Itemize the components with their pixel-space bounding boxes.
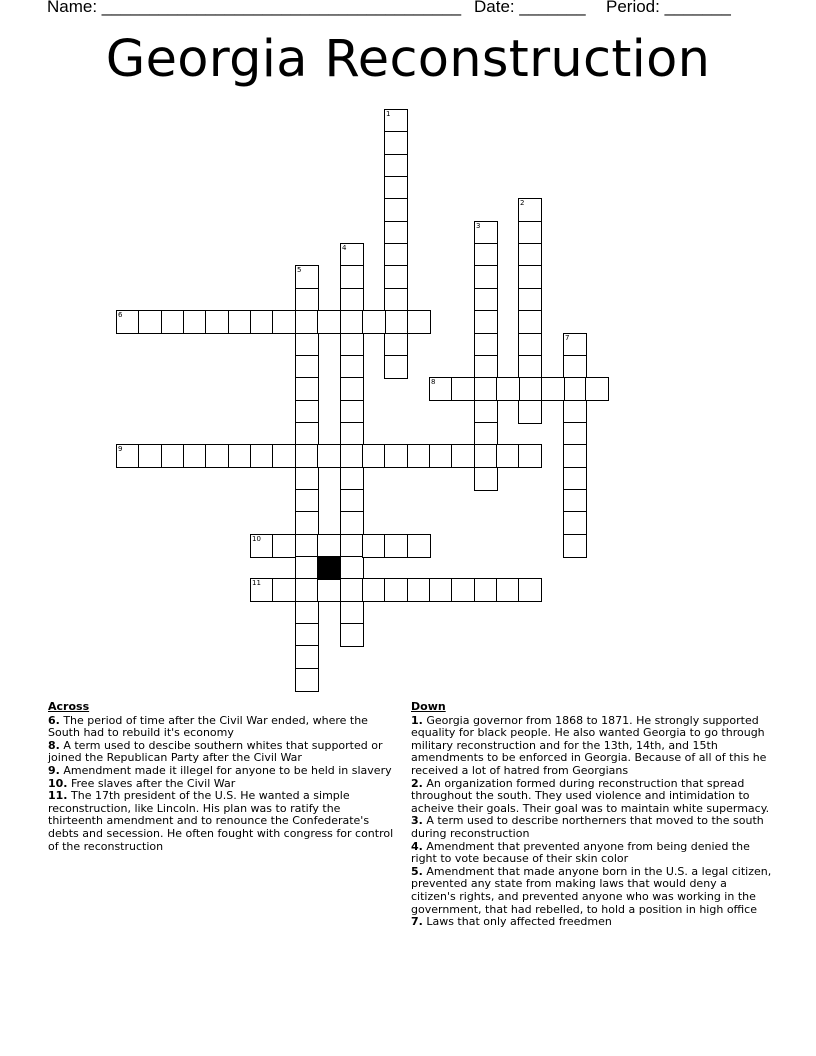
- grid-cell[interactable]: [585, 377, 609, 401]
- grid-cell[interactable]: [474, 333, 498, 357]
- grid-cell[interactable]: [474, 243, 498, 267]
- grid-cell[interactable]: [340, 265, 364, 289]
- grid-cell[interactable]: [340, 377, 364, 401]
- page-title: Georgia Reconstruction: [105, 30, 711, 89]
- grid-cell[interactable]: [384, 534, 408, 558]
- grid-cell[interactable]: [362, 444, 386, 468]
- grid-cell[interactable]: [340, 422, 364, 446]
- clue-across-6: [48, 715, 396, 740]
- across-clues: [48, 701, 396, 853]
- grid-cell[interactable]: [340, 333, 364, 357]
- grid-cell[interactable]: [272, 444, 296, 468]
- grid-cell[interactable]: [116, 444, 140, 468]
- grid-cell[interactable]: [295, 467, 319, 491]
- clue-number-label: 1: [386, 110, 391, 118]
- grid-cell[interactable]: [563, 400, 587, 424]
- grid-cell[interactable]: [384, 221, 408, 245]
- grid-cell[interactable]: [250, 578, 274, 602]
- grid-cell[interactable]: [384, 198, 408, 222]
- grid-cell[interactable]: [407, 534, 431, 558]
- clue-text: Laws that only affected freedmen: [422, 915, 612, 929]
- down-heading: Down: [411, 700, 446, 713]
- grid-cell[interactable]: [272, 578, 296, 602]
- grid-cell[interactable]: [451, 377, 475, 401]
- clue-down-1: [411, 715, 773, 778]
- grid-cell[interactable]: [474, 377, 498, 401]
- grid-cell[interactable]: [496, 444, 520, 468]
- grid-cell[interactable]: [340, 578, 364, 602]
- clue-down-7: [411, 916, 773, 929]
- clue-number: 2.: [411, 776, 423, 790]
- grid-cell[interactable]: [340, 601, 364, 625]
- date-field-label: Date: _______: [474, 0, 586, 16]
- grid-cell[interactable]: [541, 377, 565, 401]
- grid-cell[interactable]: [362, 578, 386, 602]
- grid-cell[interactable]: [563, 444, 587, 468]
- grid-cell[interactable]: [474, 422, 498, 446]
- grid-cell[interactable]: [563, 377, 587, 401]
- grid-cell[interactable]: [340, 355, 364, 379]
- clue-number-label: 7: [565, 334, 570, 342]
- grid-cell[interactable]: [317, 578, 341, 602]
- grid-cell[interactable]: [228, 444, 252, 468]
- grid-cell[interactable]: [317, 444, 341, 468]
- grid-cell[interactable]: [474, 400, 498, 424]
- grid-cell[interactable]: [474, 310, 498, 334]
- grid-cell[interactable]: [205, 444, 229, 468]
- grid-cell[interactable]: [138, 444, 162, 468]
- grid-cell[interactable]: [518, 310, 542, 334]
- grid-cell[interactable]: [518, 198, 542, 222]
- grid-cell[interactable]: [518, 265, 542, 289]
- grid-cell[interactable]: [429, 578, 453, 602]
- grid-cell[interactable]: [451, 578, 475, 602]
- grid-cell[interactable]: [295, 534, 319, 558]
- grid-cell[interactable]: [474, 221, 498, 245]
- grid-cell[interactable]: [518, 355, 542, 379]
- clue-text: A term used to descibe southern whites that supported or joined the Republican Party after the Civil War: [48, 738, 383, 765]
- grid-cell[interactable]: [518, 400, 542, 424]
- grid-cell[interactable]: [563, 355, 587, 379]
- clue-number: 3.: [411, 814, 423, 828]
- clue-number-label: 11: [252, 579, 261, 587]
- grid-cell[interactable]: [474, 355, 498, 379]
- clue-number-label: 9: [118, 445, 123, 453]
- grid-cell[interactable]: [295, 444, 319, 468]
- clue-number-label: 2: [520, 199, 525, 207]
- grid-cell[interactable]: [384, 333, 408, 357]
- grid-cell[interactable]: [272, 534, 296, 558]
- grid-cell[interactable]: [362, 534, 386, 558]
- grid-cell[interactable]: [116, 310, 140, 334]
- grid-cell[interactable]: [518, 333, 542, 357]
- grid-cell[interactable]: [563, 489, 587, 513]
- clue-text: Amendment that made anyone born in the U.S. a legal citizen, prevented any state from making laws that would deny a citizen's rights, and prevented anyone who was working in the government, that had rebelled, to hold a position in high office: [411, 864, 772, 916]
- grid-cell[interactable]: [161, 310, 185, 334]
- grid-cell[interactable]: [384, 288, 408, 312]
- grid-cell[interactable]: [340, 288, 364, 312]
- clue-number-label: 6: [118, 311, 123, 319]
- grid-cell[interactable]: [474, 288, 498, 312]
- grid-cell[interactable]: [250, 534, 274, 558]
- across-heading: Across: [48, 700, 90, 713]
- grid-cell[interactable]: [384, 444, 408, 468]
- grid-cell[interactable]: [384, 265, 408, 289]
- grid-cell[interactable]: [295, 556, 319, 580]
- grid-cell[interactable]: [474, 444, 498, 468]
- grid-cell[interactable]: [340, 400, 364, 424]
- clue-text: A term used to describe northerners that moved to the south during reconstruction: [411, 814, 764, 840]
- grid-cell[interactable]: [183, 444, 207, 468]
- clue-number-label: 4: [342, 244, 347, 252]
- clue-number-label: 5: [297, 266, 302, 274]
- grid-cell[interactable]: [340, 444, 364, 468]
- name-field-label: Name: ______________________________________: [47, 0, 462, 16]
- grid-cell[interactable]: [272, 310, 296, 334]
- grid-cell[interactable]: [161, 444, 185, 468]
- down-clues: [411, 701, 773, 929]
- grid-cell[interactable]: [340, 556, 364, 580]
- grid-cell[interactable]: [295, 333, 319, 357]
- grid-cell[interactable]: [295, 377, 319, 401]
- clue-number-label: 3: [476, 222, 481, 230]
- grid-cell[interactable]: [295, 310, 319, 334]
- clue-text: An organization formed during reconstruction that spread throughout the south. They used violence and intimidation to acheive their goals. Their goal was to maintain white supermacy.: [411, 776, 770, 815]
- grid-cell[interactable]: [384, 243, 408, 267]
- period-field-label: Period: _______: [606, 0, 731, 16]
- grid-cell[interactable]: [496, 377, 520, 401]
- grid-cell[interactable]: [429, 377, 453, 401]
- grid-cell[interactable]: [474, 265, 498, 289]
- grid-cell[interactable]: [295, 578, 319, 602]
- clue-down-4: [411, 841, 773, 866]
- grid-cell[interactable]: [474, 578, 498, 602]
- clue-text: Amendment made it illegel for anyone to be held in slavery: [59, 763, 392, 777]
- clue-number: 4.: [411, 839, 423, 853]
- clue-text: The period of time after the Civil War ended, where the South had to rebuild it's economy: [48, 713, 368, 740]
- clue-text: Amendment that prevented anyone from being denied the right to vote because of their skin color: [411, 839, 750, 866]
- grid-cell[interactable]: [340, 310, 364, 334]
- black-square: [317, 556, 341, 580]
- grid-cell[interactable]: [451, 444, 475, 468]
- grid-cell[interactable]: [384, 355, 408, 379]
- grid-cell[interactable]: [228, 310, 252, 334]
- clue-number: 11.: [48, 789, 68, 803]
- grid-cell[interactable]: [518, 288, 542, 312]
- clue-number: 10.: [48, 776, 68, 790]
- grid-cell[interactable]: [518, 578, 542, 602]
- grid-cell[interactable]: [205, 310, 229, 334]
- clue-number: 8.: [48, 738, 60, 752]
- grid-cell[interactable]: [340, 243, 364, 267]
- clue-down-3: [411, 815, 773, 840]
- grid-cell[interactable]: [384, 176, 408, 200]
- grid-cell[interactable]: [295, 511, 319, 535]
- grid-cell[interactable]: [295, 422, 319, 446]
- grid-cell[interactable]: [340, 489, 364, 513]
- grid-cell[interactable]: [340, 623, 364, 647]
- grid-cell[interactable]: [317, 534, 341, 558]
- clue-number: 7.: [411, 915, 423, 929]
- clue-number: 9.: [48, 763, 60, 777]
- grid-cell[interactable]: [518, 377, 542, 401]
- grid-cell[interactable]: [295, 645, 319, 669]
- grid-cell[interactable]: [250, 310, 274, 334]
- grid-cell[interactable]: [295, 601, 319, 625]
- grid-cell[interactable]: [384, 131, 408, 155]
- grid-cell[interactable]: [407, 310, 431, 334]
- clue-text: Georgia governor from 1868 to 1871. He strongly supported equality for black people. He also wanted Georgia to go through military reconstruction and for the 13th, 14th, and 15th amendments to be enforced in Georgia. Because of all of this he received a lot of hatred from Georgians: [411, 713, 767, 777]
- grid-cell[interactable]: [384, 109, 408, 133]
- grid-cell[interactable]: [295, 355, 319, 379]
- clue-down-5: [411, 866, 773, 916]
- grid-cell[interactable]: [496, 578, 520, 602]
- grid-cell[interactable]: [563, 511, 587, 535]
- grid-cell[interactable]: [340, 511, 364, 535]
- grid-cell[interactable]: [407, 578, 431, 602]
- grid-cell[interactable]: [518, 221, 542, 245]
- grid-cell[interactable]: [563, 333, 587, 357]
- grid-cell[interactable]: [295, 489, 319, 513]
- grid-cell[interactable]: [250, 444, 274, 468]
- grid-cell[interactable]: [384, 578, 408, 602]
- grid-cell[interactable]: [384, 154, 408, 178]
- grid-cell[interactable]: [317, 310, 341, 334]
- clue-across-11: [48, 790, 396, 853]
- grid-cell[interactable]: [295, 400, 319, 424]
- grid-cell[interactable]: [183, 310, 207, 334]
- clue-number: 1.: [411, 713, 423, 727]
- grid-cell[interactable]: [295, 288, 319, 312]
- grid-cell[interactable]: [518, 243, 542, 267]
- grid-cell[interactable]: [518, 444, 542, 468]
- clue-across-8: [48, 740, 396, 765]
- grid-cell[interactable]: [295, 623, 319, 647]
- grid-cell[interactable]: [407, 444, 431, 468]
- grid-cell[interactable]: [340, 534, 364, 558]
- grid-cell[interactable]: [563, 422, 587, 446]
- grid-cell[interactable]: [429, 444, 453, 468]
- grid-cell[interactable]: [362, 310, 386, 334]
- clue-text: The 17th president of the U.S. He wanted a simple reconstruction, like Lincoln. His plan was to ratify the thirteenth amendment and to renounce the Confederate's debts and secession. He often fought with congress for control of the reconstruction: [48, 789, 394, 853]
- grid-cell[interactable]: [474, 467, 498, 491]
- grid-cell[interactable]: [138, 310, 162, 334]
- grid-cell[interactable]: [563, 467, 587, 491]
- clue-number: 6.: [48, 713, 60, 727]
- grid-cell[interactable]: [340, 467, 364, 491]
- grid-cell[interactable]: [563, 534, 587, 558]
- grid-cell[interactable]: [295, 668, 319, 692]
- clue-down-2: [411, 778, 773, 816]
- grid-cell[interactable]: [295, 265, 319, 289]
- grid-cell[interactable]: [384, 310, 408, 334]
- clue-text: Free slaves after the Civil War: [67, 776, 236, 790]
- clue-number: 5.: [411, 864, 423, 878]
- clue-number-label: 10: [252, 535, 261, 543]
- clue-number-label: 8: [431, 378, 436, 386]
